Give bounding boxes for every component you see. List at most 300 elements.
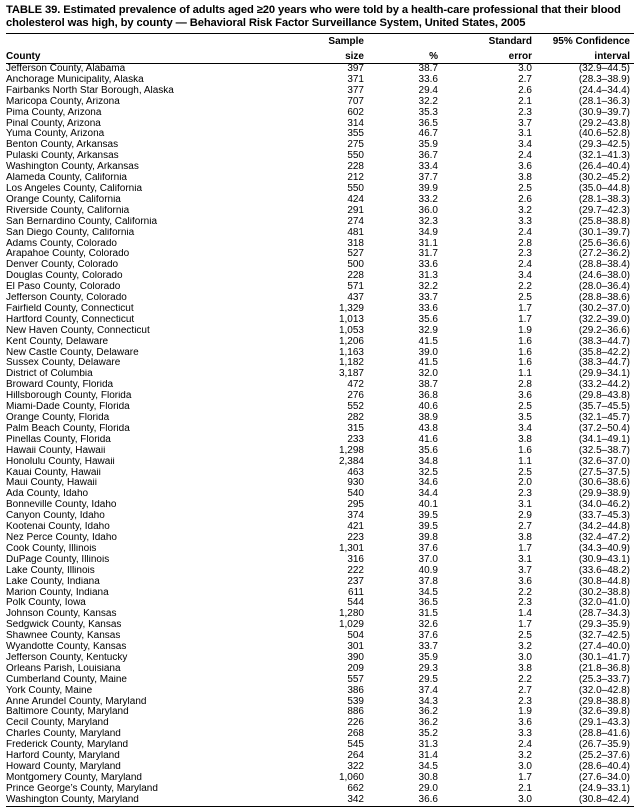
county-cell: Hartford County, Connecticut <box>6 314 135 325</box>
table-row <box>6 544 634 555</box>
county-cell: Jefferson County, Alabama <box>6 63 126 74</box>
sample-size-cell: 552 <box>347 402 364 413</box>
sample-size-cell: 291 <box>347 205 364 216</box>
percent-cell: 36.2 <box>418 718 438 729</box>
standard-error-cell: 3.3 <box>518 729 532 740</box>
sample-size-cell: 571 <box>347 282 364 293</box>
confidence-interval-cell: (28.6–40.4) <box>578 762 630 772</box>
standard-error-cell: 3.7 <box>518 118 532 129</box>
county-cell: Wyandotte County, Kansas <box>6 642 127 653</box>
percent-cell: 40.6 <box>418 402 438 413</box>
county-cell: Hawaii County, Hawaii <box>6 445 106 456</box>
standard-error-cell: 1.7 <box>518 772 532 783</box>
standard-error-cell: 3.5 <box>518 413 532 423</box>
prevalence-table <box>6 34 634 806</box>
confidence-interval-cell: (38.3–44.7) <box>578 358 630 369</box>
county-cell: Maui County, Hawaii <box>6 478 97 489</box>
percent-cell: 34.9 <box>418 227 438 238</box>
table-row <box>6 740 634 751</box>
county-cell: San Bernardino County, California <box>6 216 158 227</box>
sample-size-cell: 1,013 <box>338 314 364 325</box>
county-cell: Polk County, Iowa <box>6 598 86 609</box>
standard-error-cell: 2.5 <box>518 631 532 642</box>
sample-size-cell: 295 <box>347 500 364 511</box>
table-row <box>6 653 634 664</box>
sample-size-cell: 662 <box>347 783 364 794</box>
county-cell: Lake County, Indiana <box>6 576 100 587</box>
percent-cell: 31.1 <box>418 238 438 249</box>
county-cell: Pinellas County, Florida <box>6 434 111 445</box>
county-cell: Pima County, Arizona <box>6 107 102 118</box>
confidence-interval-cell: (25.2–37.6) <box>578 751 630 762</box>
standard-error-cell: 2.1 <box>518 96 532 107</box>
confidence-interval-cell: (27.4–40.0) <box>578 642 630 653</box>
standard-error-cell: 3.2 <box>518 205 532 216</box>
percent-cell: 33.7 <box>418 293 438 304</box>
percent-cell: 33.2 <box>418 194 438 205</box>
county-cell: Pulaski County, Arkansas <box>6 151 119 162</box>
sample-size-cell: 550 <box>347 183 364 194</box>
percent-cell: 37.8 <box>418 576 438 587</box>
confidence-interval-cell: (30.2–37.0) <box>578 303 630 314</box>
table-row <box>6 184 634 195</box>
confidence-interval-cell: (24.4–34.4) <box>578 85 630 96</box>
table-row <box>6 478 634 489</box>
standard-error-cell: 2.5 <box>518 402 532 413</box>
confidence-interval-cell: (32.6–37.0) <box>578 456 630 467</box>
standard-error-cell: 3.8 <box>518 532 532 543</box>
percent-cell: 37.7 <box>418 173 438 184</box>
table-row <box>6 533 634 544</box>
standard-error-cell: 3.2 <box>518 642 532 653</box>
percent-cell: 46.7 <box>418 129 438 140</box>
confidence-interval-cell: (24.6–38.0) <box>578 271 630 282</box>
sample-size-cell: 3,187 <box>338 369 364 380</box>
standard-error-cell: 1.1 <box>518 456 532 467</box>
header-sample-top: Sample <box>328 36 364 47</box>
sample-size-cell: 1,206 <box>338 336 364 347</box>
sample-size-cell: 707 <box>347 96 364 107</box>
percent-cell: 33.7 <box>418 642 438 653</box>
county-cell: Sussex County, Delaware <box>6 358 121 369</box>
county-cell: Shawnee County, Kansas <box>6 631 121 642</box>
percent-cell: 41.6 <box>418 434 438 445</box>
standard-error-cell: 1.7 <box>518 314 532 325</box>
confidence-interval-cell: (26.7–35.9) <box>578 740 630 751</box>
sample-size-cell: 228 <box>347 162 364 173</box>
standard-error-cell: 1.4 <box>518 609 532 620</box>
sample-size-cell: 315 <box>347 423 364 434</box>
percent-cell: 35.9 <box>418 140 438 151</box>
sample-size-cell: 274 <box>347 216 364 227</box>
sample-size-cell: 500 <box>347 260 364 271</box>
percent-cell: 39.0 <box>418 347 438 358</box>
sample-size-cell: 424 <box>347 194 364 205</box>
confidence-interval-cell: (33.6–48.2) <box>578 565 630 576</box>
table-row <box>6 762 634 773</box>
standard-error-cell: 1.6 <box>518 336 532 347</box>
county-cell: Honolulu County, Hawaii <box>6 456 115 467</box>
confidence-interval-cell: (30.9–43.1) <box>578 554 630 565</box>
confidence-interval-cell: (29.8–38.8) <box>578 696 630 707</box>
county-cell: DuPage County, Illinois <box>6 554 110 565</box>
county-cell: Alameda County, California <box>6 173 127 184</box>
percent-cell: 36.8 <box>418 391 438 402</box>
county-cell: Adams County, Colorado <box>6 238 117 249</box>
confidence-interval-cell: (27.2–36.2) <box>578 249 630 260</box>
percent-cell: 39.5 <box>418 522 438 533</box>
sample-size-cell: 268 <box>347 729 364 740</box>
percent-cell: 37.4 <box>418 685 438 696</box>
sample-size-cell: 275 <box>347 140 364 151</box>
county-cell: Marion County, Indiana <box>6 587 109 598</box>
percent-cell: 34.3 <box>418 696 438 707</box>
sample-size-cell: 233 <box>347 434 364 445</box>
standard-error-cell: 2.6 <box>518 85 532 96</box>
sample-size-cell: 228 <box>347 271 364 282</box>
standard-error-cell: 1.6 <box>518 445 532 456</box>
table-row <box>6 609 634 620</box>
confidence-interval-cell: (35.7–45.5) <box>578 402 630 413</box>
table-row <box>6 97 634 108</box>
header-county: County <box>6 49 318 64</box>
percent-cell: 34.5 <box>418 762 438 772</box>
standard-error-cell: 3.8 <box>518 663 532 674</box>
county-cell: Bonneville County, Idaho <box>6 500 117 511</box>
confidence-interval-cell: (28.1–38.3) <box>578 194 630 205</box>
percent-cell: 35.9 <box>418 652 438 663</box>
county-cell: Lake County, Illinois <box>6 565 95 576</box>
standard-error-cell: 1.6 <box>518 347 532 358</box>
table-row <box>6 413 634 424</box>
standard-error-cell: 2.8 <box>518 238 532 249</box>
header-sample-bottom: size <box>318 49 364 64</box>
percent-cell: 33.6 <box>418 74 438 85</box>
county-cell: Anchorage Municipality, Alaska <box>6 74 144 85</box>
percent-cell: 31.4 <box>418 751 438 762</box>
confidence-interval-cell: (28.7–34.3) <box>578 609 630 620</box>
table-title: TABLE 39. Estimated prevalence of adults aged ≥20 years who were told by a health-care professional that their blood cholesterol was high, by county — Behavioral Risk Factor Surveillance System, United States, 2005 <box>6 4 621 29</box>
percent-cell: 36.2 <box>418 707 438 718</box>
standard-error-cell: 3.4 <box>518 423 532 434</box>
confidence-interval-cell: (32.2–39.0) <box>578 314 630 325</box>
confidence-interval-cell: (35.8–42.2) <box>578 347 630 358</box>
standard-error-cell: 1.7 <box>518 620 532 631</box>
standard-error-cell: 2.8 <box>518 380 532 391</box>
sample-size-cell: 1,163 <box>338 347 364 358</box>
sample-size-cell: 1,329 <box>338 303 364 314</box>
sample-size-cell: 386 <box>347 685 364 696</box>
table-row <box>6 271 634 282</box>
sample-size-cell: 374 <box>347 511 364 522</box>
county-cell: Fairfield County, Connecticut <box>6 303 134 314</box>
confidence-interval-cell: (38.3–44.7) <box>578 336 630 347</box>
percent-cell: 41.5 <box>418 358 438 369</box>
confidence-interval-cell: (30.2–38.8) <box>578 587 630 598</box>
table-row <box>6 424 634 435</box>
confidence-interval-cell: (33.7–45.3) <box>578 511 630 522</box>
table-row <box>6 217 634 228</box>
county-cell: Los Angeles County, California <box>6 183 143 194</box>
confidence-interval-cell: (30.8–42.4) <box>578 794 630 805</box>
standard-error-cell: 3.0 <box>518 762 532 772</box>
standard-error-cell: 2.7 <box>518 685 532 696</box>
confidence-interval-cell: (26.4–40.4) <box>578 162 630 173</box>
county-cell: Frederick County, Maryland <box>6 740 129 751</box>
percent-cell: 31.3 <box>418 271 438 282</box>
county-cell: Canyon County, Idaho <box>6 511 105 522</box>
confidence-interval-cell: (25.6–36.6) <box>578 238 630 249</box>
table-row <box>6 697 634 708</box>
confidence-interval-cell: (28.3–38.9) <box>578 74 630 85</box>
standard-error-cell: 3.6 <box>518 391 532 402</box>
county-cell: York County, Maine <box>6 685 93 696</box>
confidence-interval-cell: (29.3–42.5) <box>578 140 630 151</box>
confidence-interval-cell: (29.9–38.9) <box>578 489 630 500</box>
percent-cell: 33.6 <box>418 303 438 314</box>
sample-size-cell: 1,301 <box>338 543 364 554</box>
percent-cell: 35.2 <box>418 729 438 740</box>
confidence-interval-cell: (30.2–45.2) <box>578 173 630 184</box>
standard-error-cell: 2.3 <box>518 598 532 609</box>
sample-size-cell: 1,060 <box>338 772 364 783</box>
standard-error-cell: 2.5 <box>518 467 532 478</box>
sample-size-cell: 222 <box>347 565 364 576</box>
sample-size-cell: 264 <box>347 751 364 762</box>
sample-size-cell: 2,384 <box>338 456 364 467</box>
sample-size-cell: 316 <box>347 554 364 565</box>
confidence-interval-cell: (32.1–45.7) <box>578 413 630 423</box>
standard-error-cell: 2.5 <box>518 293 532 304</box>
percent-cell: 41.5 <box>418 336 438 347</box>
sample-size-cell: 276 <box>347 391 364 402</box>
standard-error-cell: 1.6 <box>518 358 532 369</box>
percent-cell: 36.5 <box>418 118 438 129</box>
confidence-interval-cell: (32.0–42.8) <box>578 685 630 696</box>
confidence-interval-cell: (27.5–37.5) <box>578 467 630 478</box>
county-cell: Jefferson County, Kentucky <box>6 652 128 663</box>
percent-cell: 36.0 <box>418 205 438 216</box>
county-cell: Riverside County, California <box>6 205 130 216</box>
sample-size-cell: 377 <box>347 85 364 96</box>
confidence-interval-cell: (35.0–44.8) <box>578 183 630 194</box>
sample-size-cell: 355 <box>347 129 364 140</box>
county-cell: Charles County, Maryland <box>6 729 121 740</box>
county-cell: Cumberland County, Maine <box>6 674 127 685</box>
confidence-interval-cell: (34.1–49.1) <box>578 434 630 445</box>
table-row <box>6 751 634 762</box>
confidence-interval-cell: (28.0–36.4) <box>578 282 630 293</box>
standard-error-cell: 2.3 <box>518 489 532 500</box>
standard-error-cell: 2.3 <box>518 107 532 118</box>
percent-cell: 31.3 <box>418 740 438 751</box>
confidence-interval-cell: (21.8–36.8) <box>578 663 630 674</box>
table-row <box>6 108 634 119</box>
table-row <box>6 228 634 239</box>
county-cell: New Castle County, Delaware <box>6 347 139 358</box>
confidence-interval-cell: (25.3–33.7) <box>578 674 630 685</box>
standard-error-cell: 3.6 <box>518 576 532 587</box>
standard-error-cell: 3.4 <box>518 140 532 151</box>
county-cell: New Haven County, Connecticut <box>6 325 150 336</box>
percent-cell: 31.7 <box>418 249 438 260</box>
header-se-top: Standard <box>488 36 532 47</box>
table-row <box>6 249 634 260</box>
standard-error-cell: 1.1 <box>518 369 532 380</box>
percent-cell: 38.9 <box>418 413 438 423</box>
county-cell: El Paso County, Colorado <box>6 282 121 293</box>
county-cell: Harford County, Maryland <box>6 751 120 762</box>
table-row <box>6 729 634 740</box>
standard-error-cell: 3.1 <box>518 554 532 565</box>
table-row <box>6 86 634 97</box>
county-cell: Prince George’s County, Maryland <box>6 783 158 794</box>
percent-cell: 35.6 <box>418 445 438 456</box>
table-row <box>6 348 634 359</box>
standard-error-cell: 2.2 <box>518 674 532 685</box>
sample-size-cell: 539 <box>347 696 364 707</box>
percent-cell: 34.4 <box>418 489 438 500</box>
percent-cell: 32.2 <box>418 96 438 107</box>
table-row <box>6 686 634 697</box>
sample-size-cell: 371 <box>347 74 364 85</box>
standard-error-cell: 1.9 <box>518 707 532 718</box>
percent-cell: 29.4 <box>418 85 438 96</box>
percent-cell: 32.3 <box>418 216 438 227</box>
confidence-interval-cell: (28.8–41.6) <box>578 729 630 740</box>
standard-error-cell: 2.5 <box>518 183 532 194</box>
percent-cell: 36.5 <box>418 598 438 609</box>
table-row <box>6 773 634 784</box>
table-row <box>6 129 634 140</box>
table-row <box>6 195 634 206</box>
table-row <box>6 718 634 729</box>
confidence-interval-cell: (40.6–52.8) <box>578 129 630 140</box>
percent-cell: 37.6 <box>418 631 438 642</box>
confidence-interval-cell: (30.6–38.6) <box>578 478 630 489</box>
percent-cell: 43.8 <box>418 423 438 434</box>
county-cell: Denver County, Colorado <box>6 260 119 271</box>
sample-size-cell: 314 <box>347 118 364 129</box>
confidence-interval-cell: (32.4–47.2) <box>578 532 630 543</box>
percent-cell: 31.5 <box>418 609 438 620</box>
confidence-interval-cell: (24.9–33.1) <box>578 783 630 794</box>
percent-cell: 34.6 <box>418 478 438 489</box>
table-row <box>6 64 634 75</box>
confidence-interval-cell: (34.0–46.2) <box>578 500 630 511</box>
table-row <box>6 446 634 457</box>
standard-error-cell: 3.0 <box>518 652 532 663</box>
county-cell: Kauai County, Hawaii <box>6 467 101 478</box>
confidence-interval-cell: (29.8–43.8) <box>578 391 630 402</box>
sample-size-cell: 1,053 <box>338 325 364 336</box>
standard-error-cell: 2.4 <box>518 740 532 751</box>
standard-error-cell: 3.6 <box>518 718 532 729</box>
county-cell: Miami-Dade County, Florida <box>6 402 130 413</box>
percent-cell: 29.5 <box>418 674 438 685</box>
sample-size-cell: 545 <box>347 740 364 751</box>
table-row <box>6 555 634 566</box>
percent-cell: 36.7 <box>418 151 438 162</box>
table-row <box>6 326 634 337</box>
sample-size-cell: 540 <box>347 489 364 500</box>
table-body <box>6 64 634 806</box>
confidence-interval-cell: (28.1–36.3) <box>578 96 630 107</box>
standard-error-cell: 3.7 <box>518 565 532 576</box>
county-cell: Kent County, Delaware <box>6 336 109 347</box>
sample-size-cell: 602 <box>347 107 364 118</box>
header-ci-bottom: interval <box>532 49 634 64</box>
percent-cell: 38.7 <box>418 380 438 391</box>
confidence-interval-cell: (30.1–41.7) <box>578 652 630 663</box>
table-row <box>6 522 634 533</box>
table-row <box>6 358 634 369</box>
standard-error-cell: 3.4 <box>518 271 532 282</box>
standard-error-cell: 2.2 <box>518 282 532 293</box>
sample-size-cell: 397 <box>347 63 364 74</box>
table-row <box>6 642 634 653</box>
county-cell: Jefferson County, Colorado <box>6 293 127 304</box>
confidence-interval-cell: (28.8–38.6) <box>578 293 630 304</box>
sample-size-cell: 472 <box>347 380 364 391</box>
standard-error-cell: 2.7 <box>518 522 532 533</box>
table-row <box>6 140 634 151</box>
county-cell: Cecil County, Maryland <box>6 718 109 729</box>
confidence-interval-cell: (34.2–44.8) <box>578 522 630 533</box>
standard-error-cell: 2.4 <box>518 260 532 271</box>
table-row <box>6 304 634 315</box>
percent-cell: 33.4 <box>418 162 438 173</box>
confidence-interval-cell: (29.7–42.3) <box>578 205 630 216</box>
county-cell: Maricopa County, Arizona <box>6 96 120 107</box>
sample-size-cell: 481 <box>347 227 364 238</box>
percent-cell: 32.2 <box>418 282 438 293</box>
standard-error-cell: 1.7 <box>518 543 532 554</box>
sample-size-cell: 930 <box>347 478 364 489</box>
confidence-interval-cell: (30.9–39.7) <box>578 107 630 118</box>
confidence-interval-cell: (32.1–41.3) <box>578 151 630 162</box>
table-row <box>6 206 634 217</box>
sample-size-cell: 282 <box>347 413 364 423</box>
standard-error-cell: 2.6 <box>518 194 532 205</box>
sample-size-cell: 1,029 <box>338 620 364 631</box>
standard-error-cell: 1.7 <box>518 303 532 314</box>
table-header <box>6 34 634 64</box>
percent-cell: 33.6 <box>418 260 438 271</box>
confidence-interval-cell: (32.7–42.5) <box>578 631 630 642</box>
county-cell: Nez Perce County, Idaho <box>6 532 117 543</box>
header-ci-top: 95% Confidence <box>552 36 630 47</box>
standard-error-cell: 3.1 <box>518 500 532 511</box>
county-cell: Palm Beach County, Florida <box>6 423 130 434</box>
percent-cell: 36.6 <box>418 794 438 805</box>
table-row <box>6 239 634 250</box>
percent-cell: 29.3 <box>418 663 438 674</box>
standard-error-cell: 2.3 <box>518 696 532 707</box>
sample-size-cell: 504 <box>347 631 364 642</box>
header-percent-top <box>364 34 438 49</box>
table-row <box>6 315 634 326</box>
table-row <box>6 577 634 588</box>
county-cell: Washington County, Maryland <box>6 794 139 805</box>
county-cell: District of Columbia <box>6 369 93 380</box>
county-cell: Broward County, Florida <box>6 380 114 391</box>
confidence-interval-cell: (29.3–35.9) <box>578 620 630 631</box>
percent-cell: 34.5 <box>418 587 438 598</box>
sample-size-cell: 557 <box>347 674 364 685</box>
county-cell: Kootenai County, Idaho <box>6 522 110 533</box>
table-row <box>6 173 634 184</box>
